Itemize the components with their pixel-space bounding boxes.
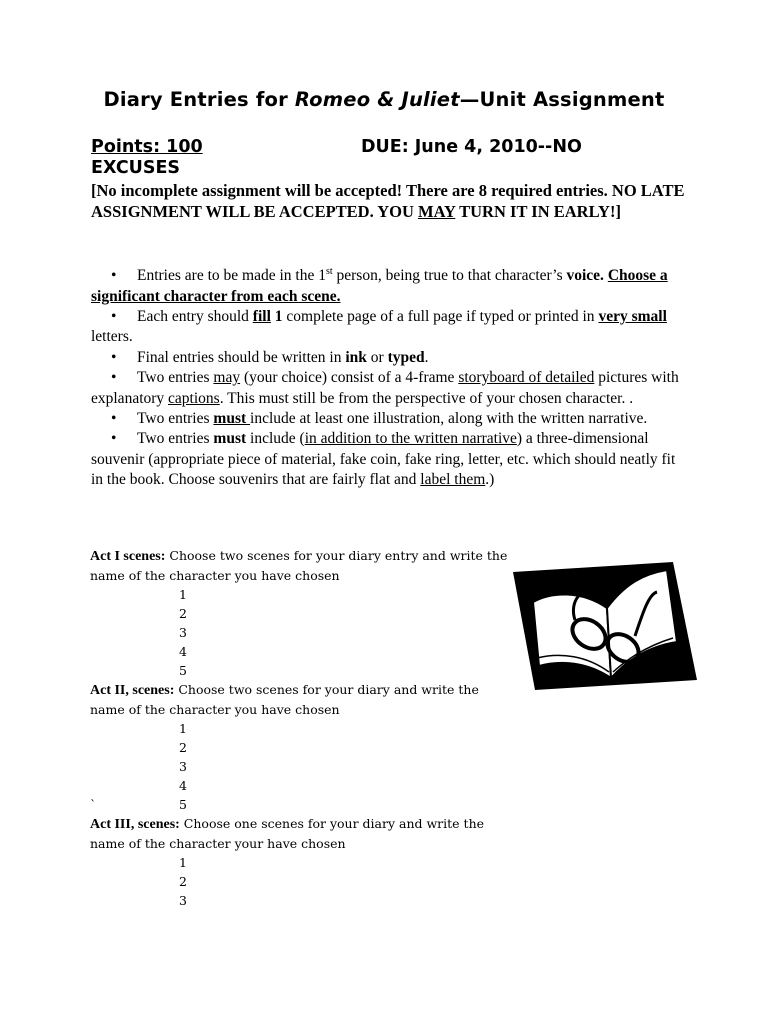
text: Entries are to be made in the 1 — [137, 267, 326, 285]
page-title — [0, 88, 768, 111]
text: . — [424, 348, 429, 366]
warning-part2: TURN IT IN EARLY!] — [455, 202, 621, 221]
act-1-instructions — [90, 546, 510, 585]
underlined-text: captions — [168, 389, 220, 407]
act-heading: Act II, scenes: — [90, 683, 175, 698]
excuses-label: EXCUSES — [91, 158, 181, 178]
text: include at least one illustration, along with the written narrative. — [250, 410, 648, 427]
bold-text: ink — [345, 348, 367, 366]
bullet-icon: • — [111, 307, 117, 325]
emphasis-text: Choose a significant character from each scene. — [91, 267, 668, 305]
act-text: Choose one scenes for your diary and write the name of the character your have chosen — [90, 816, 485, 851]
text: complete page of a full page if typed or printed in — [282, 307, 599, 325]
scene-number: 2 — [179, 740, 187, 755]
scene-number: 2 — [179, 874, 187, 889]
list-item — [91, 429, 689, 490]
bullet-icon: • — [111, 410, 117, 427]
text: Two entries — [137, 430, 214, 448]
scene-number: 2 — [179, 606, 187, 621]
emphasis-text: fill — [252, 307, 271, 325]
act-heading: Act III, scenes: — [90, 817, 180, 832]
emphasis-text: must — [213, 410, 251, 427]
scene-number: 5 — [179, 663, 187, 678]
act-text: Choose two scenes for your diary and write the name of the character you have chosen — [90, 682, 479, 717]
scene-number: 1 — [179, 721, 187, 736]
title-prefix: Diary Entries for — [103, 88, 295, 111]
bold-text: 1 — [274, 307, 283, 325]
scene-number: 3 — [179, 893, 187, 908]
bold-text: typed — [387, 348, 425, 366]
superscript: st — [325, 266, 333, 277]
text: Two entries — [137, 369, 214, 387]
emphasis-text: very small — [598, 307, 667, 325]
text: .) — [485, 471, 495, 489]
due-date: DUE: June 4, 2010--NO — [361, 137, 582, 157]
scene-number: 3 — [179, 759, 187, 774]
act-heading: Act I scenes: — [90, 549, 166, 564]
text: Each entry should — [137, 307, 253, 325]
requirements-list — [91, 262, 689, 491]
underlined-text: storyboard of detailed — [458, 369, 595, 387]
text: letters. — [91, 328, 133, 346]
bold-text: must — [213, 430, 247, 448]
bullet-icon: • — [111, 267, 117, 285]
scene-number: 4 — [179, 778, 187, 793]
scene-number — [90, 795, 510, 814]
list-item — [91, 262, 689, 307]
bullet-icon: • — [111, 348, 117, 366]
bold-text: voice. — [566, 267, 604, 285]
text: pictures with explanatory — [91, 369, 679, 407]
act-3-instructions — [90, 814, 510, 853]
list-item — [91, 368, 689, 409]
bullet-icon: • — [111, 430, 117, 448]
text: (your choice) consist of a 4-frame — [240, 369, 459, 387]
text: include ( — [246, 430, 305, 448]
title-work: Romeo & Juliet — [294, 88, 460, 111]
list-item — [91, 409, 689, 429]
scene-number-value: 5 — [179, 797, 187, 812]
act-scenes-section — [90, 546, 510, 910]
warning-text — [91, 180, 691, 222]
title-suffix: —Unit Assignment — [459, 88, 665, 111]
warning-may: MAY — [418, 202, 456, 221]
underlined-text: may — [213, 369, 241, 387]
text: Two entries — [137, 410, 214, 427]
scene-number: 3 — [179, 625, 187, 640]
open-book-with-glasses-icon — [511, 562, 699, 690]
text: . This must still be from the perspective of your chosen character. . — [219, 389, 634, 407]
text: ) a three-dimensional souvenir (appropriate piece of material, fake coin, fake ring, letter, etc. which should neatly fit in the book. Choose souvenirs that are fairly flat and — [91, 430, 676, 489]
text: person, being true to that character’s — [332, 267, 567, 285]
points-label — [91, 137, 203, 157]
scene-number: 1 — [179, 855, 187, 870]
act-text: Choose two scenes for your diary entry and write the name of the character you have chosen — [90, 548, 508, 583]
scene-number: 1 — [179, 587, 187, 602]
stray-mark: ` — [90, 797, 97, 812]
text: or — [366, 348, 388, 366]
scene-number: 4 — [179, 644, 187, 659]
list-item — [91, 307, 689, 348]
underlined-text: in addition to the written narrative — [304, 430, 517, 448]
warning-part1: [No incomplete assignment will be accepted! There are 8 required entries. NO LATE ASSIGNMENT WILL BE ACCEPTED. YOU — [91, 181, 685, 221]
act-2-instructions — [90, 680, 510, 719]
list-item — [91, 348, 689, 368]
points-text: Points: 100 — [91, 137, 203, 157]
text: Final entries should be written in — [137, 348, 346, 366]
bullet-icon: • — [111, 369, 117, 387]
underlined-text: label them — [420, 471, 486, 489]
